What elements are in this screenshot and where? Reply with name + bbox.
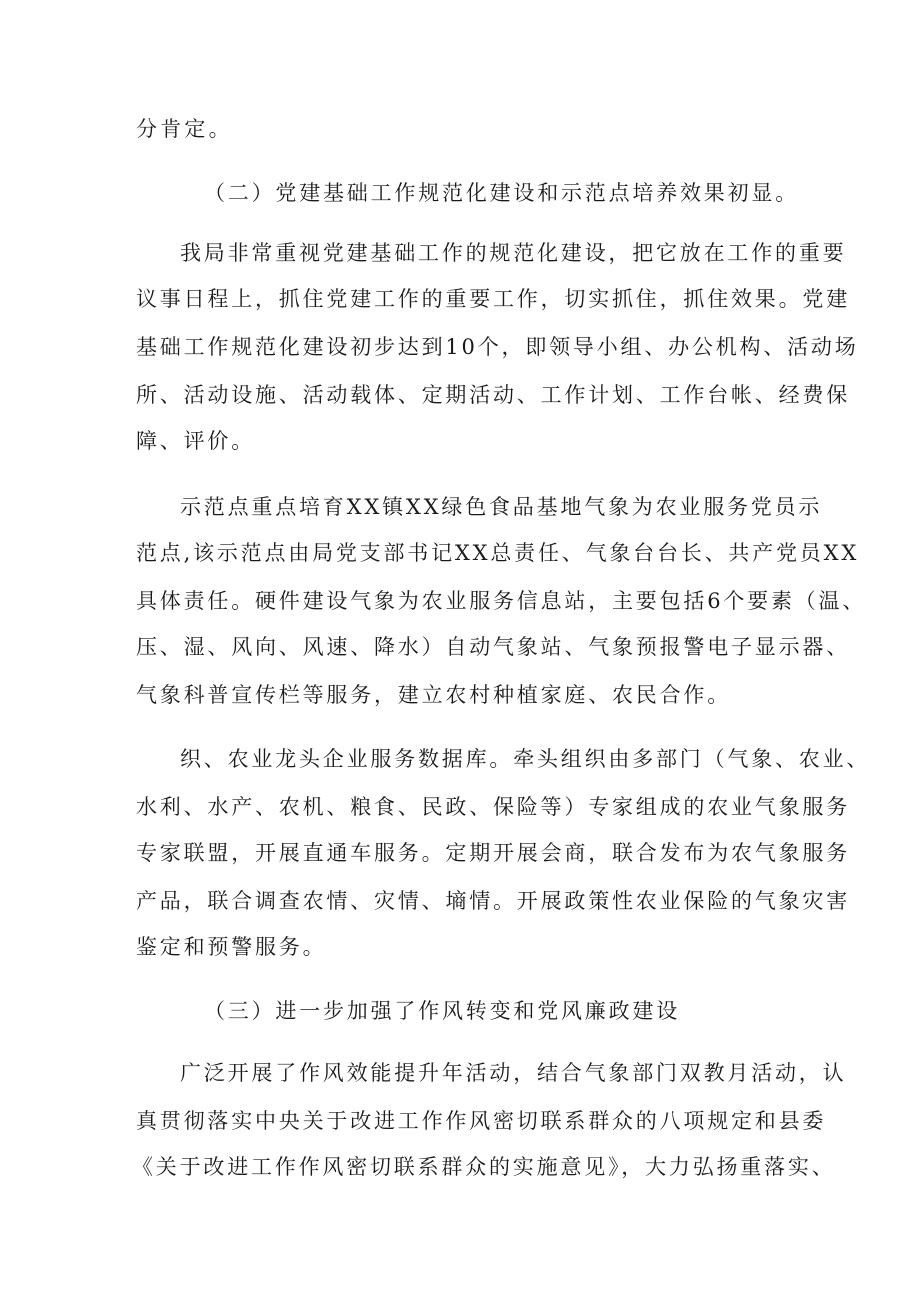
paragraph-1-line-5: 障、评价。	[136, 429, 255, 453]
paragraph-1-line-4: 所、活动设施、活动载体、定期活动、工作计划、工作台帐、经费保	[136, 383, 850, 407]
paragraph-1-line-1: 我局非常重视党建基础工作的规范化建设，把它放在工作的重要	[180, 241, 847, 265]
paragraph-3-line-5: 鉴定和预警服务。	[136, 935, 327, 959]
paragraph-1-line-3: 基础工作规范化建设初步达到10个，即领导小组、办公机构、活动场	[136, 335, 859, 359]
paragraph-2-line-2: 范点,该示范点由局党支部书记XX总责任、气象台台长、共产党员XX	[136, 541, 860, 565]
paragraph-4-line-3: 《关于改进工作作风密切联系群众的实施意见》，大力弘扬重落实、	[132, 1155, 836, 1179]
paragraph-4-line-2: 真贯彻落实中央关于改进工作作风密切联系群众的八项规定和县委	[136, 1109, 827, 1133]
paragraph-2-line-1: 示范点重点培育XX镇XX绿色食品基地气象为农业服务党员示	[180, 495, 823, 519]
section-heading-3: （三）进一步加强了作风转变和党风廉政建设	[204, 999, 680, 1023]
paragraph-3-line-1: 织、农业龙头企业服务数据库。牵头组织由多部门（气象、农业、	[180, 747, 871, 771]
paragraph-2-line-5: 气象科普宣传栏等服务，建立农村种植家庭、农民合作。	[136, 683, 731, 707]
paragraph-2-line-3: 具体责任。硬件建设气象为农业服务信息站，主要包括6个要素（温、	[136, 589, 867, 613]
paragraph-2-line-4: 压、湿、风向、风速、降水）自动气象站、气象预报警电子显示器、	[136, 635, 850, 659]
section-heading-2: （二）党建基础工作规范化建设和示范点培养效果初显。	[204, 181, 799, 205]
paragraph-4-line-1: 广泛开展了作风效能提升年活动，结合气象部门双教月活动，认	[180, 1061, 847, 1085]
paragraph-1-line-2: 议事日程上，抓住党建工作的重要工作，切实抓住，抓住效果。党建	[136, 287, 850, 311]
paragraph-3-line-2: 水利、水产、农机、粮食、民政、保险等）专家组成的农业气象服务	[136, 795, 850, 819]
paragraph-continuation-line: 分肯定。	[136, 117, 233, 141]
paragraph-3-line-3: 专家联盟，开展直通车服务。定期开展会商，联合发布为农气象服务	[136, 841, 850, 865]
paragraph-3-line-4: 产品，联合调查农情、灾情、墒情。开展政策性农业保险的气象灾害	[136, 889, 850, 913]
